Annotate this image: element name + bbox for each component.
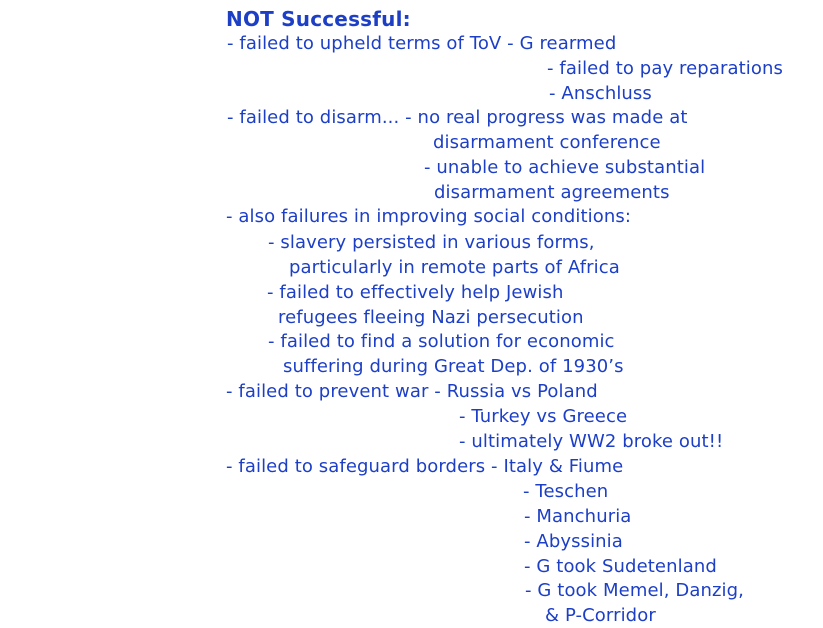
note-line: - slavery persisted in various forms, (268, 232, 595, 253)
note-title: NOT Successful: (226, 7, 411, 31)
note-line: - unable to achieve substantial (424, 157, 706, 178)
note-line: - failed to prevent war - Russia vs Poland (226, 381, 598, 402)
note-line: - also failures in improving social conditions: (226, 206, 632, 227)
note-line: - failed to effectively help Jewish (267, 282, 564, 303)
note-line: refugees fleeing Nazi persecution (278, 307, 584, 328)
note-line: - failed to upheld terms of ToV - G rearmed (227, 33, 617, 54)
note-line: & P-Corridor (545, 605, 656, 626)
note-line: suffering during Great Dep. of 1930’s (283, 356, 624, 377)
note-line: - Manchuria (524, 506, 632, 527)
note-line: disarmament agreements (434, 182, 670, 203)
note-line: - Turkey vs Greece (459, 406, 628, 427)
note-line: - G took Memel, Danzig, (525, 580, 744, 601)
note-line: - failed to pay reparations (547, 58, 783, 79)
note-line: - failed to safeguard borders - Italy & Fiume (226, 456, 624, 477)
note-line: - Anschluss (549, 83, 652, 104)
note-line: particularly in remote parts of Africa (289, 257, 620, 278)
note-line: - failed to disarm... - no real progress was made at (227, 107, 688, 128)
note-line: - failed to find a solution for economic (268, 331, 615, 352)
note-line: - ultimately WW2 broke out!! (459, 431, 724, 452)
note-line: - Teschen (523, 481, 609, 502)
note-line: - G took Sudetenland (524, 556, 717, 577)
note-line: - Abyssinia (524, 531, 623, 552)
note-line: disarmament conference (433, 132, 661, 153)
